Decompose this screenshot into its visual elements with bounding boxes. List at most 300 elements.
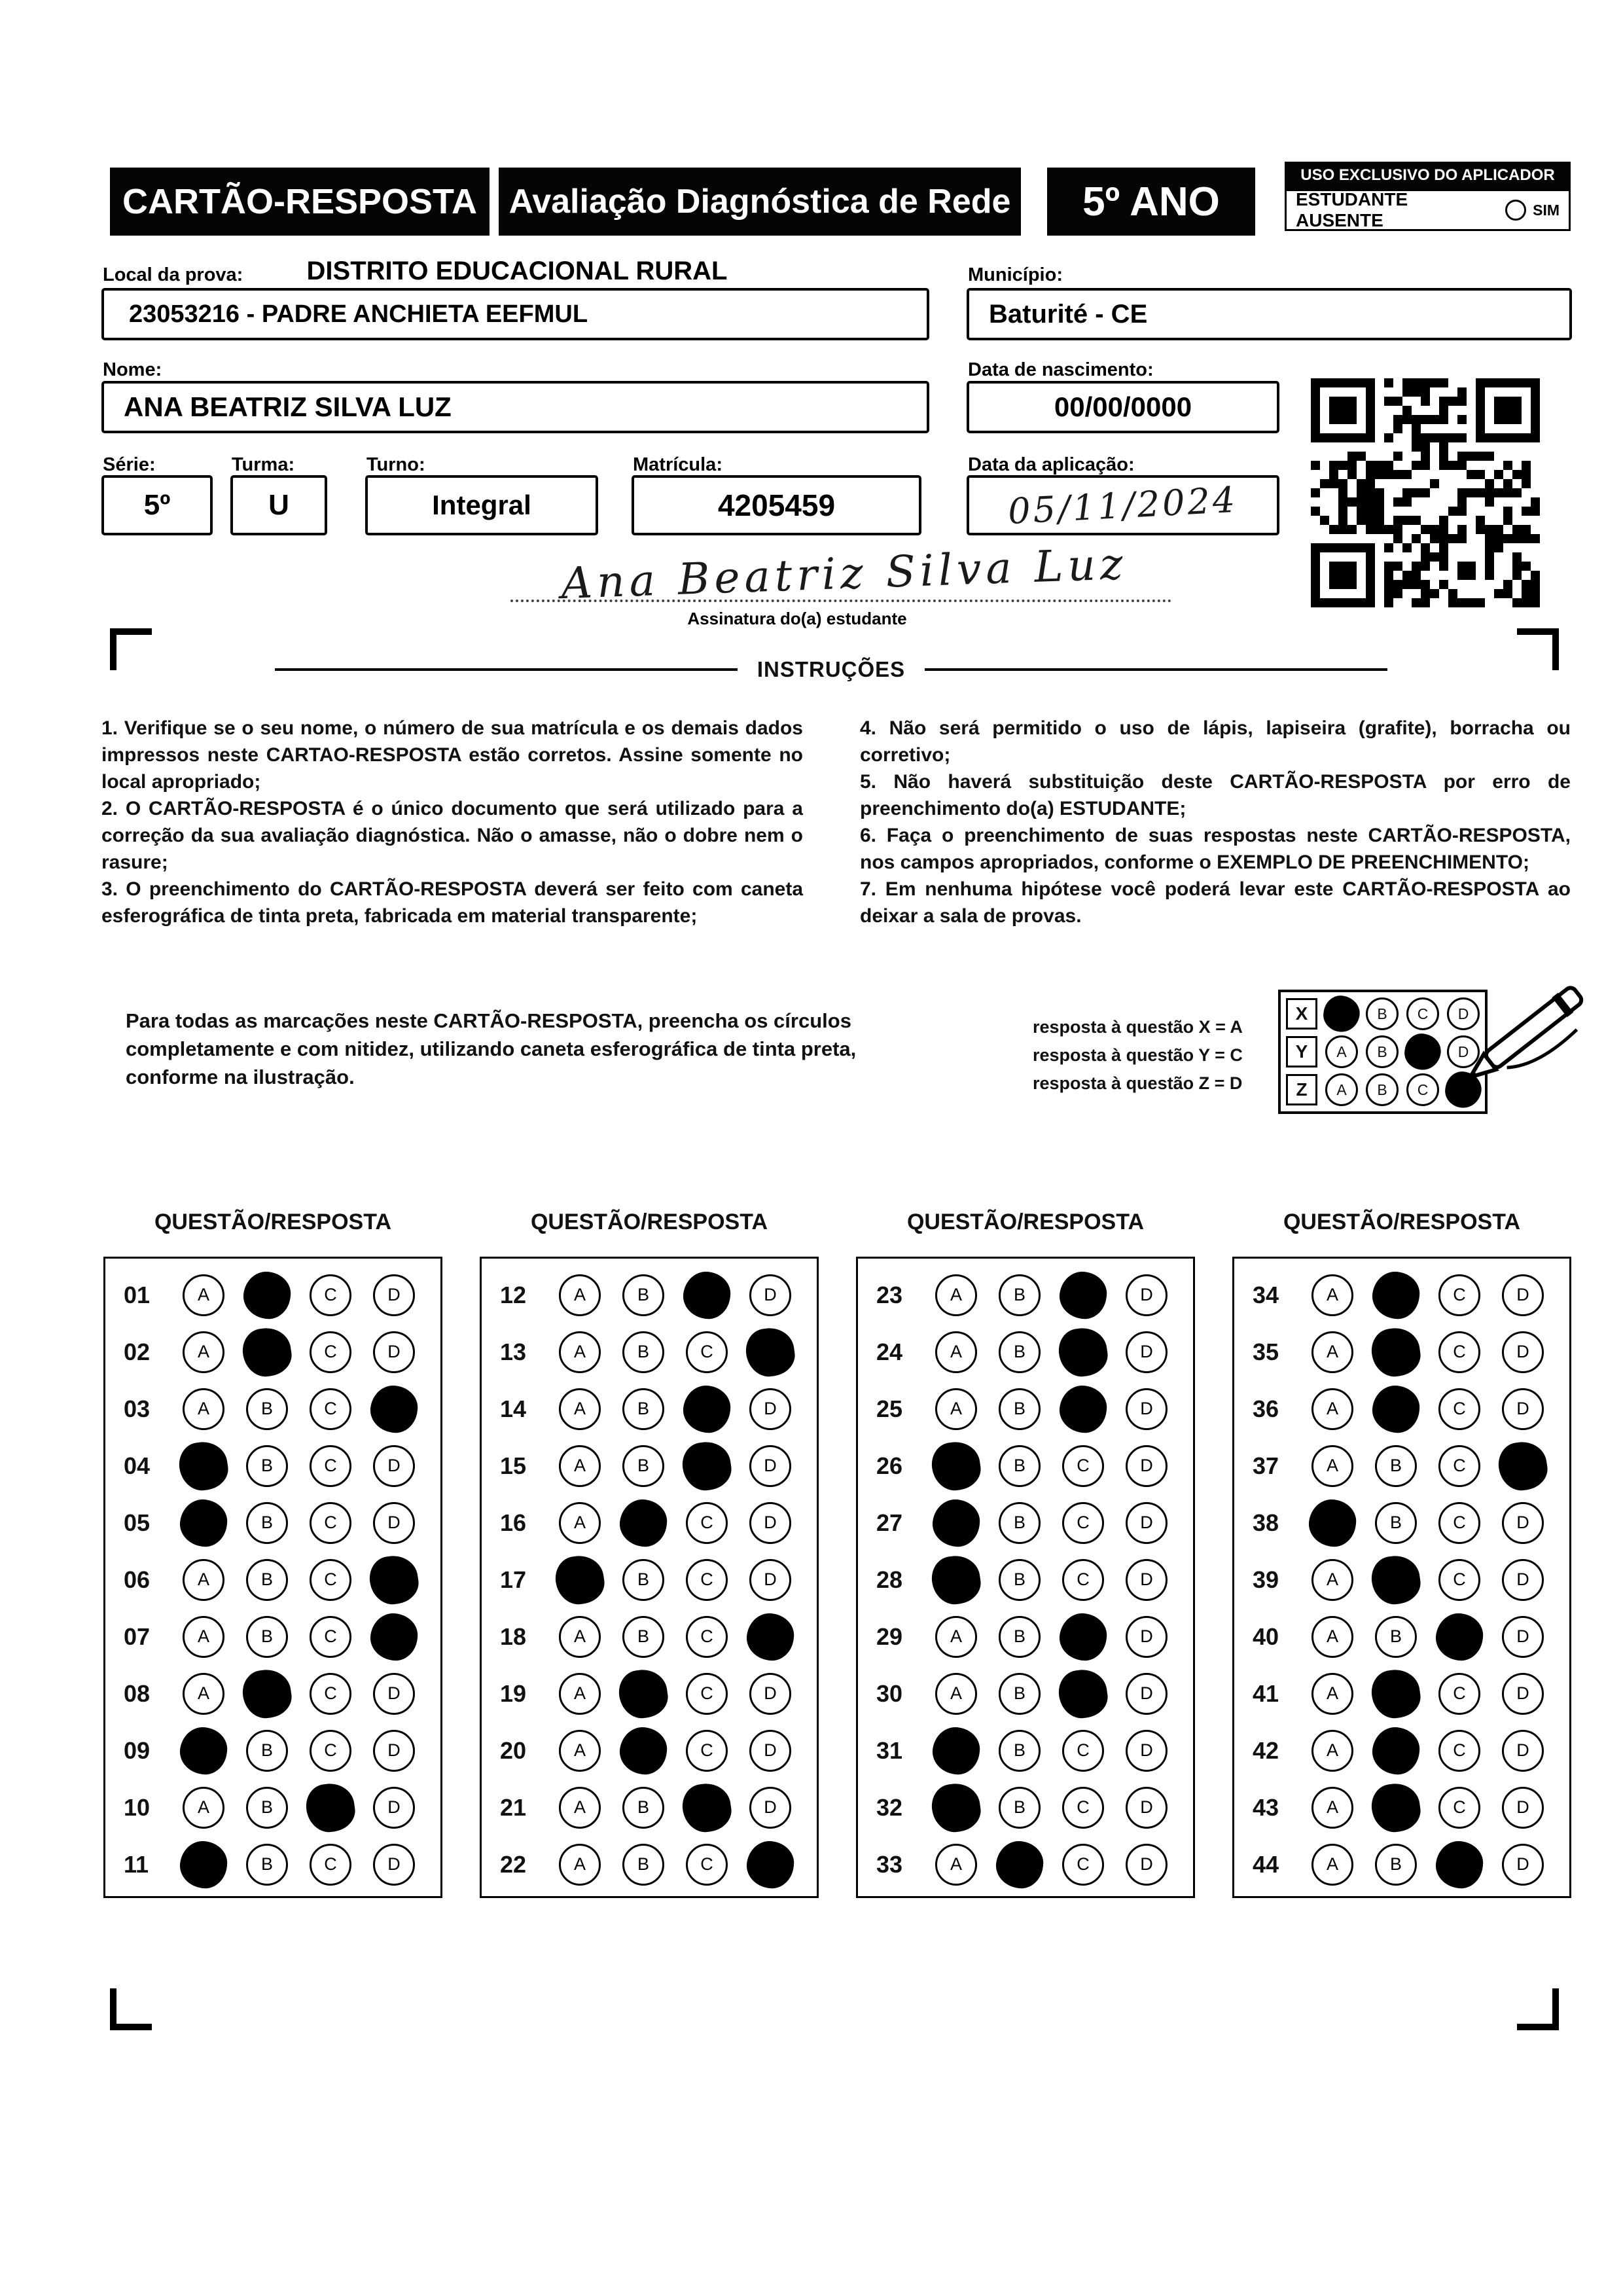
bubble-16-B[interactable]: [617, 1497, 669, 1549]
instruction-item: 3. O preenchimento do CARTÃO-RESPOSTA deverá ser feito com caneta esferográfica de tinta preta, fabricada em material transparente;: [101, 878, 803, 927]
bubble-33-B[interactable]: [993, 1839, 1046, 1891]
answer-row-42: [1234, 1722, 1569, 1779]
bubble-23-D[interactable]: D: [1126, 1274, 1168, 1316]
bubble-13-C[interactable]: C: [686, 1331, 728, 1373]
bubble-24-B[interactable]: B: [999, 1331, 1041, 1373]
municipio-value: Baturité - CE: [989, 299, 1148, 329]
answer-row-13: [482, 1323, 817, 1380]
bubble-38-D[interactable]: D: [1502, 1502, 1544, 1544]
bubble-36-A[interactable]: A: [1311, 1388, 1353, 1430]
bubble-25-C[interactable]: [1057, 1383, 1109, 1435]
bubble-31-D[interactable]: D: [1126, 1730, 1168, 1772]
bubble-05-D[interactable]: D: [373, 1502, 415, 1544]
options-group: [559, 1331, 791, 1373]
bubble-35-D[interactable]: D: [1502, 1331, 1544, 1373]
bubble-31-C[interactable]: C: [1062, 1730, 1104, 1772]
answer-row-14: [482, 1380, 817, 1437]
signature-line: [510, 600, 1171, 602]
question-number: 30: [876, 1679, 903, 1707]
bubble-08-B[interactable]: [240, 1666, 294, 1721]
example-bubble-X-D: D: [1447, 997, 1480, 1030]
bubble-21-D[interactable]: D: [749, 1787, 791, 1829]
answer-row-15: [482, 1437, 817, 1494]
example-bubble-Z-C: C: [1406, 1073, 1439, 1106]
bubble-41-D[interactable]: D: [1502, 1673, 1544, 1715]
bubble-43-A[interactable]: A: [1311, 1787, 1353, 1829]
answer-row-38: [1234, 1494, 1569, 1551]
options-group: [183, 1616, 415, 1658]
bubble-17-A[interactable]: [552, 1552, 607, 1607]
question-number: 04: [124, 1452, 151, 1479]
bubble-28-A[interactable]: [929, 1552, 983, 1607]
bubble-34-B[interactable]: [1370, 1269, 1422, 1321]
bubble-24-C[interactable]: [1056, 1325, 1110, 1379]
question-number: 35: [1253, 1338, 1279, 1365]
bubble-33-A[interactable]: A: [935, 1844, 977, 1886]
options-group: [1311, 1787, 1544, 1829]
bubble-11-A[interactable]: [177, 1839, 230, 1891]
answer-row-40: [1234, 1608, 1569, 1665]
bubble-20-A[interactable]: A: [559, 1730, 601, 1772]
question-number: 38: [1253, 1509, 1279, 1536]
answer-row-20: [482, 1722, 817, 1779]
aplicacao-value-handwritten: 05/11/2024: [1007, 478, 1240, 532]
bubble-26-D[interactable]: D: [1126, 1445, 1168, 1487]
bubble-19-B[interactable]: [616, 1666, 670, 1721]
bubble-30-C[interactable]: [1056, 1666, 1110, 1721]
turno-value: Integral: [432, 490, 531, 520]
bubble-01-B[interactable]: [241, 1269, 293, 1321]
question-number: 28: [876, 1566, 903, 1593]
bubble-15-A[interactable]: A: [559, 1445, 601, 1487]
example-row-label: Y: [1286, 1036, 1317, 1067]
bubble-10-B[interactable]: B: [246, 1787, 288, 1829]
options-group: [935, 1730, 1168, 1772]
bubble-39-C[interactable]: C: [1438, 1559, 1480, 1601]
absent-label: ESTUDANTE AUSENTE: [1296, 189, 1408, 230]
bubble-44-B[interactable]: B: [1375, 1844, 1417, 1886]
example-row-label: Z: [1286, 1074, 1317, 1105]
bubble-24-D[interactable]: D: [1126, 1331, 1168, 1373]
heading-rule-right: [925, 668, 1387, 671]
bubble-27-A[interactable]: [930, 1497, 982, 1549]
bubble-27-D[interactable]: D: [1126, 1502, 1168, 1544]
bubble-19-C[interactable]: C: [686, 1673, 728, 1715]
school-value: 23053216 - PADRE ANCHIETA EEFMUL: [129, 300, 588, 328]
bubble-07-C[interactable]: C: [310, 1616, 351, 1658]
options-group: [935, 1274, 1168, 1316]
bubble-08-D[interactable]: D: [373, 1673, 415, 1715]
answer-row-31: [858, 1722, 1193, 1779]
question-number: 15: [500, 1452, 527, 1479]
bubble-32-B[interactable]: B: [999, 1787, 1041, 1829]
legend-line: resposta à questão X = A: [1033, 1017, 1243, 1037]
bubble-38-A[interactable]: [1306, 1497, 1359, 1549]
answer-row-01: [105, 1266, 440, 1323]
bubble-12-B[interactable]: B: [622, 1274, 664, 1316]
bubble-22-B[interactable]: B: [622, 1844, 664, 1886]
bubble-09-A[interactable]: [177, 1725, 230, 1777]
bubble-22-C[interactable]: C: [686, 1844, 728, 1886]
bubble-04-C[interactable]: C: [310, 1445, 351, 1487]
absent-field: [1285, 189, 1571, 231]
bubble-41-A[interactable]: A: [1311, 1673, 1353, 1715]
bubble-40-B[interactable]: B: [1375, 1616, 1417, 1658]
bubble-17-D[interactable]: D: [749, 1559, 791, 1601]
bubble-09-D[interactable]: D: [373, 1730, 415, 1772]
bubble-35-A[interactable]: A: [1311, 1331, 1353, 1373]
bubble-17-C[interactable]: C: [686, 1559, 728, 1601]
turno-label: Turno:: [366, 454, 425, 475]
bubble-29-C[interactable]: [1057, 1611, 1109, 1663]
bubble-15-C[interactable]: [679, 1439, 734, 1493]
answer-row-11: [105, 1836, 440, 1893]
bubble-34-D[interactable]: D: [1502, 1274, 1544, 1316]
signature-label: Assinatura do(a) estudante: [687, 609, 907, 628]
bubble-28-D[interactable]: D: [1126, 1559, 1168, 1601]
bubble-06-A[interactable]: A: [183, 1559, 224, 1601]
bubble-20-B[interactable]: [617, 1725, 669, 1777]
bubble-19-A[interactable]: A: [559, 1673, 601, 1715]
question-number: 21: [500, 1793, 527, 1821]
example-bubble-X-A: [1321, 994, 1363, 1035]
example-bubble-Y-A: A: [1325, 1035, 1358, 1068]
example-bubble-Y-B: B: [1366, 1035, 1399, 1068]
bubble-41-C[interactable]: C: [1438, 1673, 1480, 1715]
bubble-42-D[interactable]: D: [1502, 1730, 1544, 1772]
bubble-39-A[interactable]: A: [1311, 1559, 1353, 1601]
question-number: 44: [1253, 1850, 1279, 1878]
question-number: 33: [876, 1850, 903, 1878]
question-number: 10: [124, 1793, 151, 1821]
bubble-23-C[interactable]: [1057, 1269, 1109, 1321]
bubble-01-A[interactable]: A: [183, 1274, 224, 1316]
bubble-44-A[interactable]: A: [1311, 1844, 1353, 1886]
question-number: 24: [876, 1338, 903, 1365]
options-group: [559, 1787, 791, 1829]
legend-line: resposta à questão Z = D: [1033, 1073, 1243, 1093]
answer-row-09: [105, 1722, 440, 1779]
question-number: 42: [1253, 1736, 1279, 1764]
serie-field: [101, 475, 213, 535]
bubble-36-D[interactable]: D: [1502, 1388, 1544, 1430]
bubble-37-A[interactable]: A: [1311, 1445, 1353, 1487]
bubble-37-D[interactable]: [1495, 1439, 1550, 1493]
bubble-04-B[interactable]: B: [246, 1445, 288, 1487]
bubble-09-B[interactable]: B: [246, 1730, 288, 1772]
bubble-14-C[interactable]: [681, 1383, 733, 1435]
bubble-28-C[interactable]: C: [1062, 1559, 1104, 1601]
municipio-field: [967, 288, 1572, 340]
bubble-25-A[interactable]: A: [935, 1388, 977, 1430]
bubble-13-B[interactable]: B: [622, 1331, 664, 1373]
bubble-42-C[interactable]: C: [1438, 1730, 1480, 1772]
bubble-40-D[interactable]: D: [1502, 1616, 1544, 1658]
question-number: 32: [876, 1793, 903, 1821]
options-group: [935, 1388, 1168, 1430]
answer-row-22: [482, 1836, 817, 1893]
bubble-21-B[interactable]: B: [622, 1787, 664, 1829]
example-legend: [1033, 1013, 1262, 1098]
bubble-44-D[interactable]: D: [1502, 1844, 1544, 1886]
question-number: 31: [876, 1736, 903, 1764]
bubble-40-C[interactable]: [1433, 1611, 1486, 1663]
bubble-20-C[interactable]: C: [686, 1730, 728, 1772]
bubble-08-C[interactable]: C: [310, 1673, 351, 1715]
instructions-right-column: [860, 715, 1571, 929]
question-number: 22: [500, 1850, 527, 1878]
bubble-02-C[interactable]: C: [310, 1331, 351, 1373]
bubble-04-A[interactable]: [176, 1439, 230, 1493]
answer-row-08: [105, 1665, 440, 1722]
bubble-33-D[interactable]: D: [1126, 1844, 1168, 1886]
answer-row-33: [858, 1836, 1193, 1893]
bubble-16-A[interactable]: A: [559, 1502, 601, 1544]
bubble-07-B[interactable]: B: [246, 1616, 288, 1658]
nascimento-label: Data de nascimento:: [968, 359, 1154, 380]
bubble-30-D[interactable]: D: [1126, 1673, 1168, 1715]
question-number: 23: [876, 1281, 903, 1308]
bubble-30-A[interactable]: A: [935, 1673, 977, 1715]
bubble-02-B[interactable]: [240, 1325, 294, 1379]
bubble-05-A[interactable]: [177, 1497, 230, 1549]
bubble-27-B[interactable]: B: [999, 1502, 1041, 1544]
bubble-44-C[interactable]: [1433, 1839, 1486, 1891]
instructions-heading: [275, 657, 1387, 682]
question-number: 11: [124, 1850, 149, 1878]
options-group: [935, 1559, 1168, 1601]
answer-row-30: [858, 1665, 1193, 1722]
bubble-18-D[interactable]: [744, 1611, 796, 1663]
question-number: 05: [124, 1509, 151, 1536]
options-group: [559, 1730, 791, 1772]
bubble-15-B[interactable]: B: [622, 1445, 664, 1487]
question-number: 19: [500, 1679, 527, 1707]
bubble-22-D[interactable]: [744, 1839, 796, 1891]
example-bubble-X-C: C: [1406, 997, 1439, 1030]
bubble-32-C[interactable]: C: [1062, 1787, 1104, 1829]
bubble-12-D[interactable]: D: [749, 1274, 791, 1316]
bubble-07-D[interactable]: [368, 1611, 420, 1663]
options-group: [1311, 1673, 1544, 1715]
bubble-37-B[interactable]: B: [1375, 1445, 1417, 1487]
question-number: 02: [124, 1338, 151, 1365]
bubble-14-A[interactable]: A: [559, 1388, 601, 1430]
bubble-32-A[interactable]: [929, 1780, 983, 1835]
bubble-36-B[interactable]: [1370, 1383, 1422, 1435]
bubble-10-A[interactable]: A: [183, 1787, 224, 1829]
aplicador-bar: USO EXCLUSIVO DO APLICADOR: [1285, 162, 1571, 189]
bubble-03-B[interactable]: B: [246, 1388, 288, 1430]
bubble-08-A[interactable]: A: [183, 1673, 224, 1715]
answer-row-37: [1234, 1437, 1569, 1494]
answers-header-1: QUESTÃO/RESPOSTA: [154, 1210, 392, 1234]
answer-row-36: [1234, 1380, 1569, 1437]
bubble-01-C[interactable]: C: [310, 1274, 351, 1316]
bubble-07-A[interactable]: A: [183, 1616, 224, 1658]
question-number: 36: [1253, 1395, 1279, 1422]
bubble-37-C[interactable]: C: [1438, 1445, 1480, 1487]
answer-row-03: [105, 1380, 440, 1437]
bubble-02-A[interactable]: A: [183, 1331, 224, 1373]
options-group: [559, 1673, 791, 1715]
bubble-10-C[interactable]: [303, 1780, 357, 1835]
corner-mark-top-right: [1517, 628, 1559, 670]
bubble-39-D[interactable]: D: [1502, 1559, 1544, 1601]
bubble-02-D[interactable]: D: [373, 1331, 415, 1373]
bubble-29-B[interactable]: B: [999, 1616, 1041, 1658]
bubble-05-C[interactable]: C: [310, 1502, 351, 1544]
bubble-31-A[interactable]: [930, 1725, 982, 1777]
corner-mark-bottom-left: [110, 1988, 152, 2030]
bubble-20-D[interactable]: D: [749, 1730, 791, 1772]
turno-field: [365, 475, 598, 535]
bubble-28-B[interactable]: B: [999, 1559, 1041, 1601]
bubble-41-B[interactable]: [1368, 1666, 1423, 1721]
bubble-03-C[interactable]: C: [310, 1388, 351, 1430]
bubble-34-C[interactable]: C: [1438, 1274, 1480, 1316]
question-number: 06: [124, 1566, 151, 1593]
instructions-title: INSTRUÇÕES: [757, 657, 906, 681]
bubble-30-B[interactable]: B: [999, 1673, 1041, 1715]
question-number: 40: [1253, 1623, 1279, 1650]
bubble-29-D[interactable]: D: [1126, 1616, 1168, 1658]
options-group: [559, 1445, 791, 1487]
answer-row-07: [105, 1608, 440, 1665]
bubble-13-A[interactable]: A: [559, 1331, 601, 1373]
bubble-22-A[interactable]: A: [559, 1844, 601, 1886]
bubble-25-B[interactable]: B: [999, 1388, 1041, 1430]
bubble-39-B[interactable]: [1368, 1552, 1423, 1607]
answer-row-32: [858, 1779, 1193, 1836]
answer-row-26: [858, 1437, 1193, 1494]
instruction-item: 5. Não haverá substituição deste CARTÃO-RESPOSTA por erro de preenchimento do(a) ESTUDANTE;: [860, 771, 1571, 819]
answer-row-34: [1234, 1266, 1569, 1323]
options-group: [935, 1673, 1168, 1715]
aplicacao-label: Data da aplicação:: [968, 454, 1135, 475]
bubble-23-B[interactable]: B: [999, 1274, 1041, 1316]
bubble-18-A[interactable]: A: [559, 1616, 601, 1658]
bubble-06-D[interactable]: [366, 1552, 421, 1607]
answer-row-16: [482, 1494, 817, 1551]
bubble-11-D[interactable]: D: [373, 1844, 415, 1886]
bubble-21-A[interactable]: A: [559, 1787, 601, 1829]
options-group: [559, 1616, 791, 1658]
options-group: [1311, 1445, 1544, 1487]
bubble-33-C[interactable]: C: [1062, 1844, 1104, 1886]
bubble-03-A[interactable]: A: [183, 1388, 224, 1430]
bubble-06-B[interactable]: B: [246, 1559, 288, 1601]
local-label: Local da prova:: [103, 264, 243, 285]
answer-column-3: [856, 1257, 1195, 1898]
bubble-13-D[interactable]: [743, 1325, 797, 1379]
bubble-16-C[interactable]: C: [686, 1502, 728, 1544]
bubble-42-A[interactable]: A: [1311, 1730, 1353, 1772]
bubble-21-C[interactable]: [679, 1780, 734, 1835]
answer-row-04: [105, 1437, 440, 1494]
grade-badge: 5º ANO: [1047, 168, 1255, 236]
options-group: [1311, 1559, 1544, 1601]
nome-field: [101, 381, 929, 433]
bubble-09-C[interactable]: C: [310, 1730, 351, 1772]
absent-sim-circle[interactable]: [1505, 200, 1526, 221]
options-group: [183, 1445, 415, 1487]
bubble-31-B[interactable]: B: [999, 1730, 1041, 1772]
answers-header-2: QUESTÃO/RESPOSTA: [530, 1210, 768, 1234]
school-field: [101, 288, 929, 340]
bubble-03-D[interactable]: [368, 1383, 420, 1435]
bubble-32-D[interactable]: D: [1126, 1787, 1168, 1829]
bubble-43-B[interactable]: [1368, 1780, 1423, 1835]
answer-row-27: [858, 1494, 1193, 1551]
bubble-11-C[interactable]: C: [310, 1844, 351, 1886]
options-group: [1311, 1388, 1544, 1430]
bubble-27-C[interactable]: C: [1062, 1502, 1104, 1544]
bubble-34-A[interactable]: A: [1311, 1274, 1353, 1316]
options-group: [559, 1844, 791, 1886]
options-group: [183, 1559, 415, 1601]
options-group: [1311, 1331, 1544, 1373]
answer-row-19: [482, 1665, 817, 1722]
bubble-01-D[interactable]: D: [373, 1274, 415, 1316]
bubble-38-C[interactable]: C: [1438, 1502, 1480, 1544]
question-number: 41: [1253, 1679, 1279, 1707]
bubble-16-D[interactable]: D: [749, 1502, 791, 1544]
options-group: [935, 1616, 1168, 1658]
bubble-38-B[interactable]: B: [1375, 1502, 1417, 1544]
bubble-26-A[interactable]: [929, 1439, 983, 1493]
bubble-35-B[interactable]: [1368, 1325, 1423, 1379]
bubble-14-B[interactable]: B: [622, 1388, 664, 1430]
answer-row-39: [1234, 1551, 1569, 1608]
bubble-29-A[interactable]: A: [935, 1616, 977, 1658]
answer-row-05: [105, 1494, 440, 1551]
bubble-26-B[interactable]: B: [999, 1445, 1041, 1487]
turma-value: U: [268, 489, 289, 521]
bubble-12-C[interactable]: [681, 1269, 733, 1321]
bubble-36-C[interactable]: C: [1438, 1388, 1480, 1430]
bubble-05-B[interactable]: B: [246, 1502, 288, 1544]
options-group: [183, 1673, 415, 1715]
bubble-10-D[interactable]: D: [373, 1787, 415, 1829]
bubble-23-A[interactable]: A: [935, 1274, 977, 1316]
bubble-11-B[interactable]: B: [246, 1844, 288, 1886]
bubble-43-C[interactable]: C: [1438, 1787, 1480, 1829]
bubble-35-C[interactable]: C: [1438, 1331, 1480, 1373]
answer-row-10: [105, 1779, 440, 1836]
bubble-43-D[interactable]: D: [1502, 1787, 1544, 1829]
matricula-value: 4205459: [717, 488, 836, 522]
bubble-42-B[interactable]: [1370, 1725, 1422, 1777]
bubble-25-D[interactable]: D: [1126, 1388, 1168, 1430]
bubble-19-D[interactable]: D: [749, 1673, 791, 1715]
bubble-06-C[interactable]: C: [310, 1559, 351, 1601]
options-group: [559, 1388, 791, 1430]
bubble-18-B[interactable]: B: [622, 1616, 664, 1658]
matricula-label: Matrícula:: [633, 454, 722, 475]
bubble-04-D[interactable]: D: [373, 1445, 415, 1487]
bubble-26-C[interactable]: C: [1062, 1445, 1104, 1487]
bubble-40-A[interactable]: A: [1311, 1616, 1353, 1658]
bubble-24-A[interactable]: A: [935, 1331, 977, 1373]
bubble-18-C[interactable]: C: [686, 1616, 728, 1658]
bubble-17-B[interactable]: B: [622, 1559, 664, 1601]
bubble-12-A[interactable]: A: [559, 1274, 601, 1316]
bubble-14-D[interactable]: D: [749, 1388, 791, 1430]
bubble-15-D[interactable]: D: [749, 1445, 791, 1487]
question-number: 14: [500, 1395, 527, 1422]
question-number: 18: [500, 1623, 527, 1650]
